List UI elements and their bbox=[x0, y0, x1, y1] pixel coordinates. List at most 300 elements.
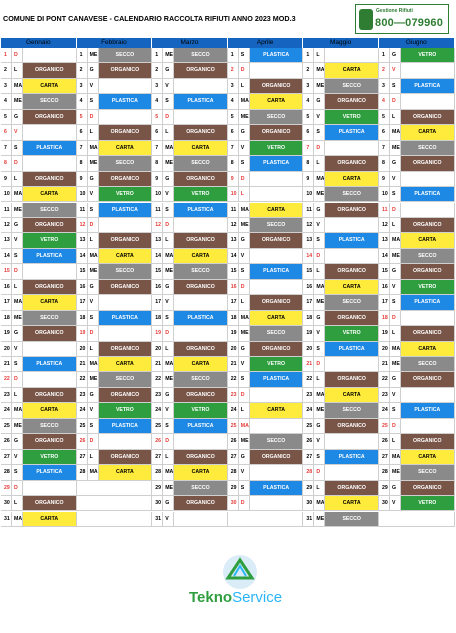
day-number: 21 bbox=[77, 357, 88, 372]
weekday: ME bbox=[163, 48, 174, 63]
waste-type: VETRO bbox=[250, 141, 304, 156]
day-number: 9 bbox=[228, 172, 239, 187]
day-number: 13 bbox=[303, 233, 314, 248]
waste-type bbox=[250, 172, 304, 187]
empty-cell bbox=[77, 512, 153, 527]
waste-type: SECCO bbox=[99, 264, 153, 279]
day-number: 21 bbox=[379, 357, 390, 372]
day-number: 17 bbox=[1, 295, 12, 310]
weekday: G bbox=[163, 172, 174, 187]
waste-type: CARTA bbox=[174, 249, 228, 264]
weekday: ME bbox=[390, 465, 401, 480]
day-number: 10 bbox=[1, 187, 12, 202]
weekday: D bbox=[390, 94, 401, 109]
waste-type: CARTA bbox=[250, 403, 304, 418]
day-number: 19 bbox=[228, 326, 239, 341]
weekday: L bbox=[88, 233, 99, 248]
day-number: 24 bbox=[152, 403, 163, 418]
day-number: 22 bbox=[152, 372, 163, 387]
waste-type: ORGANICO bbox=[325, 481, 379, 496]
day-number: 4 bbox=[152, 94, 163, 109]
waste-type bbox=[325, 249, 379, 264]
day-number: 22 bbox=[228, 372, 239, 387]
waste-type: CARTA bbox=[99, 465, 153, 480]
day-number: 5 bbox=[77, 110, 88, 125]
day-number: 7 bbox=[1, 141, 12, 156]
waste-type: ORGANICO bbox=[401, 326, 455, 341]
day-number: 14 bbox=[303, 249, 314, 264]
waste-type: SECCO bbox=[174, 481, 228, 496]
waste-type: ORGANICO bbox=[99, 233, 153, 248]
weekday: ME bbox=[314, 295, 325, 310]
weekday: D bbox=[314, 465, 325, 480]
day-number: 25 bbox=[152, 419, 163, 434]
weekday: G bbox=[163, 280, 174, 295]
weekday: G bbox=[239, 342, 250, 357]
weekday: V bbox=[314, 434, 325, 449]
month-header: Febbraio bbox=[77, 38, 153, 48]
weekday: D bbox=[163, 218, 174, 233]
weekday: MA bbox=[239, 94, 250, 109]
waste-type bbox=[325, 465, 379, 480]
day-number: 31 bbox=[152, 512, 163, 527]
waste-type: ORGANICO bbox=[174, 63, 228, 78]
waste-type: PLASTICA bbox=[325, 233, 379, 248]
day-number: 17 bbox=[379, 295, 390, 310]
weekday: ME bbox=[390, 249, 401, 264]
weekday: MA bbox=[239, 419, 250, 434]
day-number: 13 bbox=[152, 233, 163, 248]
weekday: D bbox=[314, 141, 325, 156]
waste-type: SECCO bbox=[174, 372, 228, 387]
waste-type bbox=[401, 419, 455, 434]
weekday: V bbox=[163, 403, 174, 418]
waste-type: PLASTICA bbox=[401, 79, 455, 94]
waste-type bbox=[174, 79, 228, 94]
weekday: V bbox=[163, 79, 174, 94]
weekday: S bbox=[314, 450, 325, 465]
weekday: L bbox=[239, 187, 250, 202]
weekday: MA bbox=[314, 388, 325, 403]
weekday: G bbox=[12, 110, 23, 125]
day-number: 26 bbox=[228, 434, 239, 449]
day-number: 25 bbox=[1, 419, 12, 434]
weekday: V bbox=[163, 187, 174, 202]
day-number: 15 bbox=[77, 264, 88, 279]
waste-type: SECCO bbox=[325, 295, 379, 310]
weekday: MA bbox=[12, 512, 23, 527]
weekday: D bbox=[12, 372, 23, 387]
weekday: MA bbox=[163, 249, 174, 264]
day-number: 17 bbox=[152, 295, 163, 310]
day-number: 1 bbox=[77, 48, 88, 63]
waste-type: CARTA bbox=[325, 280, 379, 295]
day-number: 20 bbox=[152, 342, 163, 357]
day-number: 2 bbox=[379, 63, 390, 78]
waste-type: PLASTICA bbox=[250, 156, 304, 171]
waste-type: VETRO bbox=[174, 403, 228, 418]
day-number: 2 bbox=[152, 63, 163, 78]
waste-type: ORGANICO bbox=[99, 342, 153, 357]
waste-type: PLASTICA bbox=[99, 419, 153, 434]
waste-type bbox=[99, 295, 153, 310]
day-number: 14 bbox=[1, 249, 12, 264]
weekday: L bbox=[239, 403, 250, 418]
day-number: 19 bbox=[379, 326, 390, 341]
weekday: L bbox=[12, 496, 23, 511]
weekday: V bbox=[88, 295, 99, 310]
waste-type bbox=[401, 63, 455, 78]
weekday: V bbox=[12, 233, 23, 248]
day-number: 4 bbox=[379, 94, 390, 109]
waste-type: ORGANICO bbox=[23, 172, 77, 187]
waste-type: CARTA bbox=[99, 249, 153, 264]
day-number: 4 bbox=[228, 94, 239, 109]
day-number: 5 bbox=[379, 110, 390, 125]
day-number: 24 bbox=[303, 403, 314, 418]
day-number: 2 bbox=[228, 63, 239, 78]
waste-type: ORGANICO bbox=[23, 326, 77, 341]
day-number: 27 bbox=[77, 450, 88, 465]
weekday: MA bbox=[239, 311, 250, 326]
weekday: V bbox=[12, 450, 23, 465]
waste-type: CARTA bbox=[174, 465, 228, 480]
waste-type: CARTA bbox=[401, 233, 455, 248]
day-number: 5 bbox=[228, 110, 239, 125]
waste-type bbox=[250, 496, 304, 511]
day-number: 21 bbox=[228, 357, 239, 372]
weekday: G bbox=[163, 388, 174, 403]
weekday: L bbox=[314, 156, 325, 171]
day-number: 26 bbox=[303, 434, 314, 449]
weekday: L bbox=[163, 125, 174, 140]
footer-brand bbox=[189, 589, 282, 606]
waste-type: ORGANICO bbox=[250, 79, 304, 94]
weekday: V bbox=[163, 512, 174, 527]
calendar-grid bbox=[1, 38, 455, 538]
weekday: ME bbox=[390, 357, 401, 372]
waste-type: SECCO bbox=[23, 419, 77, 434]
weekday: V bbox=[314, 326, 325, 341]
waste-type: PLASTICA bbox=[99, 94, 153, 109]
waste-type: PLASTICA bbox=[250, 264, 304, 279]
waste-type bbox=[99, 218, 153, 233]
weekday: V bbox=[239, 249, 250, 264]
waste-type: PLASTICA bbox=[325, 342, 379, 357]
weekday: L bbox=[390, 434, 401, 449]
empty-cell bbox=[228, 512, 304, 527]
waste-type: PLASTICA bbox=[174, 419, 228, 434]
hotline-logo bbox=[355, 4, 449, 34]
day-number: 1 bbox=[303, 48, 314, 63]
waste-type: VETRO bbox=[99, 187, 153, 202]
waste-type: PLASTICA bbox=[99, 203, 153, 218]
waste-type bbox=[250, 388, 304, 403]
day-number: 17 bbox=[77, 295, 88, 310]
day-number: 6 bbox=[228, 125, 239, 140]
day-number: 12 bbox=[152, 218, 163, 233]
waste-type: ORGANICO bbox=[401, 264, 455, 279]
weekday: S bbox=[12, 141, 23, 156]
weekday: L bbox=[12, 63, 23, 78]
waste-type: PLASTICA bbox=[325, 125, 379, 140]
waste-type: ORGANICO bbox=[325, 94, 379, 109]
day-number: 3 bbox=[1, 79, 12, 94]
waste-type: ORGANICO bbox=[325, 419, 379, 434]
weekday: G bbox=[314, 311, 325, 326]
day-number: 11 bbox=[228, 203, 239, 218]
waste-type: ORGANICO bbox=[250, 450, 304, 465]
waste-type: SECCO bbox=[99, 156, 153, 171]
weekday: D bbox=[163, 434, 174, 449]
weekday: MA bbox=[390, 125, 401, 140]
weekday: MA bbox=[239, 203, 250, 218]
day-number: 25 bbox=[379, 419, 390, 434]
waste-type: VETRO bbox=[325, 326, 379, 341]
day-number: 6 bbox=[303, 125, 314, 140]
day-number: 16 bbox=[228, 280, 239, 295]
waste-type bbox=[174, 295, 228, 310]
day-number: 16 bbox=[1, 280, 12, 295]
month-header: Giugno bbox=[379, 38, 455, 48]
waste-type bbox=[99, 326, 153, 341]
day-number: 7 bbox=[228, 141, 239, 156]
weekday: D bbox=[390, 419, 401, 434]
day-number: 8 bbox=[1, 156, 12, 171]
day-number: 28 bbox=[228, 465, 239, 480]
weekday: S bbox=[314, 342, 325, 357]
waste-type: SECCO bbox=[401, 357, 455, 372]
day-number: 21 bbox=[1, 357, 12, 372]
day-number: 27 bbox=[379, 450, 390, 465]
weekday: MA bbox=[12, 295, 23, 310]
waste-type: ORGANICO bbox=[99, 280, 153, 295]
day-number: 19 bbox=[152, 326, 163, 341]
weekday: G bbox=[12, 326, 23, 341]
day-number: 25 bbox=[228, 419, 239, 434]
day-number: 8 bbox=[77, 156, 88, 171]
day-number: 1 bbox=[152, 48, 163, 63]
day-number: 23 bbox=[303, 388, 314, 403]
weekday: D bbox=[314, 357, 325, 372]
waste-type: CARTA bbox=[401, 342, 455, 357]
weekday: D bbox=[12, 48, 23, 63]
waste-type: PLASTICA bbox=[401, 187, 455, 202]
weekday: V bbox=[314, 110, 325, 125]
day-number: 20 bbox=[303, 342, 314, 357]
day-number: 20 bbox=[379, 342, 390, 357]
weekday: ME bbox=[12, 94, 23, 109]
weekday: V bbox=[390, 280, 401, 295]
weekday: D bbox=[239, 496, 250, 511]
day-number: 4 bbox=[1, 94, 12, 109]
day-number: 20 bbox=[77, 342, 88, 357]
waste-type: SECCO bbox=[174, 48, 228, 63]
weekday: L bbox=[88, 450, 99, 465]
weekday: D bbox=[88, 326, 99, 341]
waste-type bbox=[174, 218, 228, 233]
waste-type: PLASTICA bbox=[99, 311, 153, 326]
month-header: Aprile bbox=[228, 38, 304, 48]
day-number: 16 bbox=[77, 280, 88, 295]
weekday: S bbox=[390, 79, 401, 94]
day-number: 4 bbox=[77, 94, 88, 109]
waste-type: CARTA bbox=[23, 403, 77, 418]
day-number: 18 bbox=[303, 311, 314, 326]
month-header: Gennaio bbox=[1, 38, 77, 48]
weekday: ME bbox=[239, 434, 250, 449]
day-number: 18 bbox=[77, 311, 88, 326]
waste-type bbox=[250, 419, 304, 434]
weekday: ME bbox=[88, 48, 99, 63]
weekday: V bbox=[88, 79, 99, 94]
weekday: D bbox=[12, 264, 23, 279]
waste-type: CARTA bbox=[23, 187, 77, 202]
weekday: MA bbox=[12, 79, 23, 94]
waste-type: PLASTICA bbox=[401, 295, 455, 310]
waste-type: ORGANICO bbox=[174, 233, 228, 248]
weekday: D bbox=[390, 311, 401, 326]
weekday: S bbox=[12, 465, 23, 480]
waste-type: ORGANICO bbox=[174, 450, 228, 465]
weekday: G bbox=[314, 203, 325, 218]
day-number: 15 bbox=[379, 264, 390, 279]
day-number: 20 bbox=[228, 342, 239, 357]
weekday: L bbox=[163, 450, 174, 465]
day-number: 24 bbox=[1, 403, 12, 418]
day-number: 22 bbox=[77, 372, 88, 387]
weekday: S bbox=[163, 203, 174, 218]
weekday: L bbox=[314, 372, 325, 387]
waste-type bbox=[250, 249, 304, 264]
waste-type: SECCO bbox=[401, 141, 455, 156]
weekday: L bbox=[88, 125, 99, 140]
weekday: ME bbox=[163, 264, 174, 279]
day-number: 28 bbox=[77, 465, 88, 480]
day-number: 8 bbox=[228, 156, 239, 171]
empty-cell bbox=[77, 496, 153, 511]
weekday: L bbox=[239, 79, 250, 94]
weekday: MA bbox=[163, 465, 174, 480]
day-number: 20 bbox=[1, 342, 12, 357]
day-number: 9 bbox=[77, 172, 88, 187]
weekday: L bbox=[88, 342, 99, 357]
day-number: 18 bbox=[228, 311, 239, 326]
waste-type: ORGANICO bbox=[250, 125, 304, 140]
weekday: S bbox=[88, 94, 99, 109]
weekday: ME bbox=[163, 372, 174, 387]
weekday: S bbox=[163, 311, 174, 326]
waste-type: SECCO bbox=[99, 372, 153, 387]
waste-type: PLASTICA bbox=[23, 141, 77, 156]
day-number: 31 bbox=[303, 512, 314, 527]
waste-type: PLASTICA bbox=[174, 203, 228, 218]
month-header: Maggio bbox=[303, 38, 379, 48]
waste-type: ORGANICO bbox=[401, 481, 455, 496]
day-number: 10 bbox=[77, 187, 88, 202]
weekday: G bbox=[390, 264, 401, 279]
day-number: 23 bbox=[228, 388, 239, 403]
weekday: MA bbox=[12, 187, 23, 202]
waste-type: SECCO bbox=[23, 311, 77, 326]
day-number: 6 bbox=[77, 125, 88, 140]
weekday: ME bbox=[239, 326, 250, 341]
weekday: S bbox=[88, 419, 99, 434]
waste-type: ORGANICO bbox=[23, 496, 77, 511]
waste-type: ORGANICO bbox=[99, 388, 153, 403]
weekday: ME bbox=[314, 512, 325, 527]
day-number: 2 bbox=[303, 63, 314, 78]
waste-type: SECCO bbox=[23, 203, 77, 218]
weekday: G bbox=[88, 280, 99, 295]
day-number: 17 bbox=[303, 295, 314, 310]
weekday: S bbox=[239, 48, 250, 63]
logo-subtitle: Gestione Rifiuti bbox=[376, 8, 413, 14]
waste-type: SECCO bbox=[174, 264, 228, 279]
weekday: G bbox=[314, 94, 325, 109]
waste-type: ORGANICO bbox=[401, 434, 455, 449]
waste-type: ORGANICO bbox=[174, 388, 228, 403]
waste-type: PLASTICA bbox=[23, 249, 77, 264]
weekday: V bbox=[239, 357, 250, 372]
day-number: 23 bbox=[152, 388, 163, 403]
waste-type: ORGANICO bbox=[174, 172, 228, 187]
weekday: S bbox=[12, 249, 23, 264]
day-number: 19 bbox=[77, 326, 88, 341]
waste-type bbox=[99, 110, 153, 125]
day-number: 30 bbox=[152, 496, 163, 511]
waste-type bbox=[325, 357, 379, 372]
waste-type: CARTA bbox=[325, 388, 379, 403]
logo-phone: 800—079960 bbox=[375, 17, 444, 29]
day-number: 11 bbox=[1, 203, 12, 218]
weekday: L bbox=[12, 280, 23, 295]
day-number: 18 bbox=[1, 311, 12, 326]
day-number: 15 bbox=[303, 264, 314, 279]
day-number: 1 bbox=[1, 48, 12, 63]
weekday: V bbox=[390, 63, 401, 78]
day-number: 29 bbox=[152, 481, 163, 496]
page-title: COMUNE DI PONT CANAVESE - CALENDARIO RACCOLTA RIFIUTI ANNO 2023 MOD.3 bbox=[3, 14, 296, 23]
waste-type: CARTA bbox=[174, 357, 228, 372]
weekday: G bbox=[314, 419, 325, 434]
waste-type: ORGANICO bbox=[250, 295, 304, 310]
waste-type bbox=[401, 172, 455, 187]
day-number: 30 bbox=[228, 496, 239, 511]
waste-type bbox=[23, 342, 77, 357]
weekday: S bbox=[314, 125, 325, 140]
waste-type: ORGANICO bbox=[23, 110, 77, 125]
waste-type: ORGANICO bbox=[23, 388, 77, 403]
day-number: 16 bbox=[379, 280, 390, 295]
weekday: ME bbox=[239, 110, 250, 125]
brand-a: Tekno bbox=[189, 589, 233, 606]
weekday: L bbox=[12, 388, 23, 403]
day-number: 21 bbox=[303, 357, 314, 372]
weekday: S bbox=[390, 295, 401, 310]
waste-type: PLASTICA bbox=[174, 94, 228, 109]
day-number: 5 bbox=[1, 110, 12, 125]
day-number: 21 bbox=[152, 357, 163, 372]
day-number: 16 bbox=[303, 280, 314, 295]
weekday: MA bbox=[314, 280, 325, 295]
waste-type bbox=[325, 48, 379, 63]
weekday: G bbox=[12, 434, 23, 449]
weekday: D bbox=[88, 110, 99, 125]
waste-type: SECCO bbox=[250, 326, 304, 341]
day-number: 26 bbox=[77, 434, 88, 449]
day-number: 28 bbox=[1, 465, 12, 480]
